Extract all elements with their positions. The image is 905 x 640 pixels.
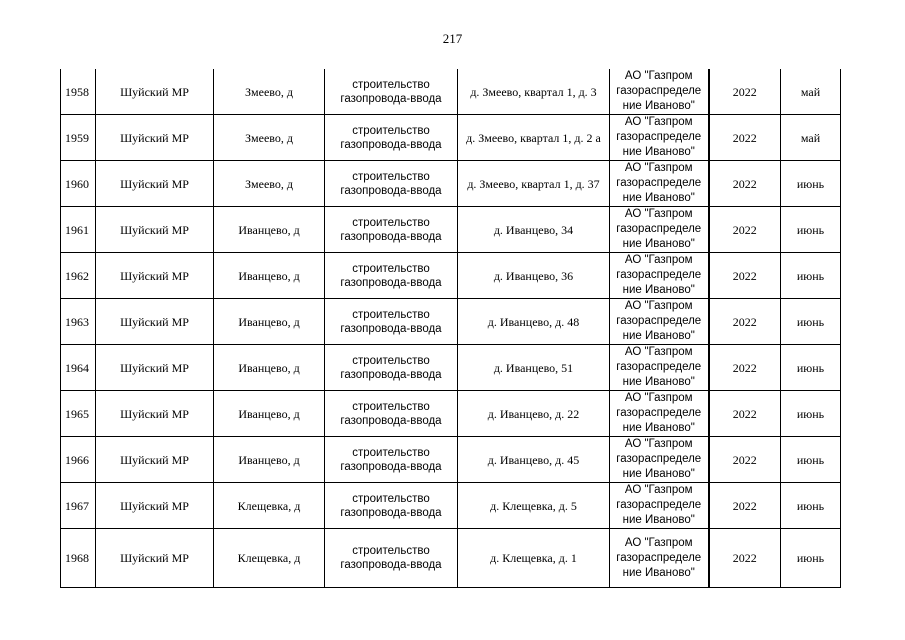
work-type-line: строительство (352, 492, 430, 505)
month-cell: июнь (781, 207, 841, 253)
year-cell: 2022 (709, 345, 781, 391)
district-cell: Шуйский МР (96, 345, 214, 391)
work-type-cell (325, 299, 458, 345)
work-type-line: газопровода-ввода (340, 368, 442, 381)
organization-line: ние Иваново" (622, 146, 695, 158)
organization-cell (610, 207, 709, 253)
locality-cell: Иванцево, д (214, 207, 325, 253)
work-type-line: строительство (352, 446, 430, 459)
address-cell: д. Иванцево, д. 48 (458, 299, 610, 345)
district-cell: Шуйский МР (96, 437, 214, 483)
work-type-cell (325, 391, 458, 437)
organization-line: АО "Газпром (624, 254, 693, 266)
month-cell: июнь (781, 483, 841, 529)
district-cell: Шуйский МР (96, 115, 214, 161)
district-cell: Шуйский МР (96, 391, 214, 437)
work-type-line: строительство (352, 354, 430, 367)
table-row (61, 483, 841, 529)
year-cell: 2022 (709, 299, 781, 345)
year-cell: 2022 (709, 483, 781, 529)
work-type-line: газопровода-ввода (340, 276, 442, 289)
organization-cell (610, 69, 709, 115)
organization-line: АО "Газпром (624, 536, 693, 549)
page-number: 217 (442, 31, 463, 46)
organization-cell (610, 437, 709, 483)
row-number: 1968 (61, 529, 96, 588)
row-number: 1966 (61, 437, 96, 483)
locality-cell: Иванцево, д (214, 437, 325, 483)
work-type-cell (325, 115, 458, 161)
organization-line: АО "Газпром (624, 70, 693, 82)
month-cell: июнь (781, 299, 841, 345)
year-cell: 2022 (709, 529, 781, 588)
work-type-line: строительство (352, 545, 430, 557)
month-cell: июнь (781, 391, 841, 437)
work-type-line: газопровода-ввода (340, 92, 442, 105)
locality-cell: Иванцево, д (214, 253, 325, 299)
table-row (61, 161, 841, 207)
organization-line: АО "Газпром (624, 392, 693, 404)
organization-line: АО "Газпром (624, 300, 693, 312)
organization-line: ние Иваново" (622, 100, 695, 112)
address-cell: д. Иванцево, д. 22 (458, 391, 610, 437)
row-number: 1959 (61, 115, 96, 161)
organization-line: АО "Газпром (624, 208, 693, 220)
year-cell: 2022 (709, 207, 781, 253)
organization-cell (610, 529, 709, 588)
organization-line: АО "Газпром (624, 438, 693, 450)
row-number: 1965 (61, 391, 96, 437)
work-type-line: газопровода-ввода (340, 138, 442, 151)
organization-line: ние Иваново" (622, 330, 695, 342)
row-number: 1961 (61, 207, 96, 253)
year-cell: 2022 (709, 115, 781, 161)
table-row (61, 437, 841, 483)
row-number: 1960 (61, 161, 96, 207)
gas-connection-table (60, 69, 841, 588)
table-row (61, 253, 841, 299)
organization-line: ние Иваново" (622, 468, 695, 480)
organization-cell (610, 115, 709, 161)
work-type-line: строительство (352, 78, 430, 91)
district-cell: Шуйский МР (96, 207, 214, 253)
work-type-cell (325, 207, 458, 253)
address-cell: д. Клещевка, д. 1 (458, 529, 610, 588)
organization-line: газораспределе (616, 177, 702, 189)
district-cell: Шуйский МР (96, 69, 214, 115)
locality-cell: Клещевка, д (214, 483, 325, 529)
address-cell: д. Змеево, квартал 1, д. 2 а (458, 115, 610, 161)
locality-cell: Змеево, д (214, 69, 325, 115)
locality-cell: Иванцево, д (214, 345, 325, 391)
organization-line: ние Иваново" (622, 566, 695, 579)
work-type-cell (325, 345, 458, 391)
district-cell: Шуйский МР (96, 161, 214, 207)
month-cell: июнь (781, 345, 841, 391)
organization-line: газораспределе (616, 85, 702, 97)
table-row (61, 299, 841, 345)
organization-line: ние Иваново" (622, 376, 695, 388)
district-cell: Шуйский МР (96, 483, 214, 529)
month-cell: июнь (781, 529, 841, 588)
organization-line: газораспределе (616, 551, 702, 564)
locality-cell: Змеево, д (214, 161, 325, 207)
organization-line: АО "Газпром (624, 484, 693, 496)
month-cell: май (781, 115, 841, 161)
address-cell: д. Змеево, квартал 1, д. 37 (458, 161, 610, 207)
organization-line: АО "Газпром (624, 346, 693, 358)
table-row (61, 207, 841, 253)
organization-line: газораспределе (616, 453, 702, 465)
work-type-cell (325, 437, 458, 483)
table-row (61, 69, 841, 115)
organization-line: ние Иваново" (622, 192, 695, 204)
work-type-cell (325, 483, 458, 529)
organization-line: газораспределе (616, 131, 702, 143)
district-cell: Шуйский МР (96, 529, 214, 588)
work-type-line: строительство (352, 216, 430, 229)
work-type-cell (325, 529, 458, 588)
work-type-line: газопровода-ввода (340, 322, 442, 335)
address-cell: д. Иванцево, 51 (458, 345, 610, 391)
organization-line: ние Иваново" (622, 238, 695, 250)
organization-line: газораспределе (616, 223, 702, 235)
address-cell: д. Иванцево, 36 (458, 253, 610, 299)
work-type-cell (325, 69, 458, 115)
work-type-line: газопровода-ввода (340, 184, 442, 197)
organization-line: АО "Газпром (624, 162, 693, 174)
year-cell: 2022 (709, 253, 781, 299)
month-cell: июнь (781, 253, 841, 299)
organization-cell (610, 299, 709, 345)
organization-line: газораспределе (616, 499, 702, 511)
work-type-cell (325, 161, 458, 207)
table-row (61, 529, 841, 588)
organization-line: газораспределе (616, 407, 702, 419)
row-number: 1967 (61, 483, 96, 529)
row-number: 1964 (61, 345, 96, 391)
organization-line: ние Иваново" (622, 514, 695, 526)
locality-cell: Иванцево, д (214, 391, 325, 437)
organization-cell (610, 391, 709, 437)
month-cell: май (781, 69, 841, 115)
work-type-line: строительство (352, 124, 430, 137)
work-type-line: газопровода-ввода (340, 414, 442, 427)
organization-cell (610, 345, 709, 391)
table-row (61, 345, 841, 391)
organization-line: ние Иваново" (622, 284, 695, 296)
work-type-line: строительство (352, 170, 430, 183)
table-row (61, 391, 841, 437)
year-cell: 2022 (709, 437, 781, 483)
row-number: 1963 (61, 299, 96, 345)
organization-cell (610, 483, 709, 529)
address-cell: д. Змеево, квартал 1, д. 3 (458, 69, 610, 115)
year-cell: 2022 (709, 69, 781, 115)
month-cell: июнь (781, 161, 841, 207)
organization-cell (610, 253, 709, 299)
work-type-line: строительство (352, 262, 430, 275)
locality-cell: Змеево, д (214, 115, 325, 161)
month-cell: июнь (781, 437, 841, 483)
district-cell: Шуйский МР (96, 253, 214, 299)
row-number: 1958 (61, 69, 96, 115)
work-type-line: строительство (352, 400, 430, 413)
work-type-line: газопровода-ввода (340, 559, 442, 571)
organization-cell (610, 161, 709, 207)
organization-line: газораспределе (616, 315, 702, 327)
address-cell: д. Иванцево, д. 45 (458, 437, 610, 483)
organization-line: газораспределе (616, 361, 702, 373)
table-row (61, 115, 841, 161)
district-cell: Шуйский МР (96, 299, 214, 345)
work-type-line: газопровода-ввода (340, 506, 442, 519)
work-type-cell (325, 253, 458, 299)
organization-line: газораспределе (616, 269, 702, 281)
work-type-line: газопровода-ввода (340, 230, 442, 243)
organization-line: АО "Газпром (624, 116, 693, 128)
row-number: 1962 (61, 253, 96, 299)
work-type-line: строительство (352, 308, 430, 321)
address-cell: д. Иванцево, 34 (458, 207, 610, 253)
work-type-line: газопровода-ввода (340, 460, 442, 473)
locality-cell: Клещевка, д (214, 529, 325, 588)
locality-cell: Иванцево, д (214, 299, 325, 345)
year-cell: 2022 (709, 161, 781, 207)
organization-line: ние Иваново" (622, 422, 695, 434)
address-cell: д. Клещевка, д. 5 (458, 483, 610, 529)
year-cell: 2022 (709, 391, 781, 437)
